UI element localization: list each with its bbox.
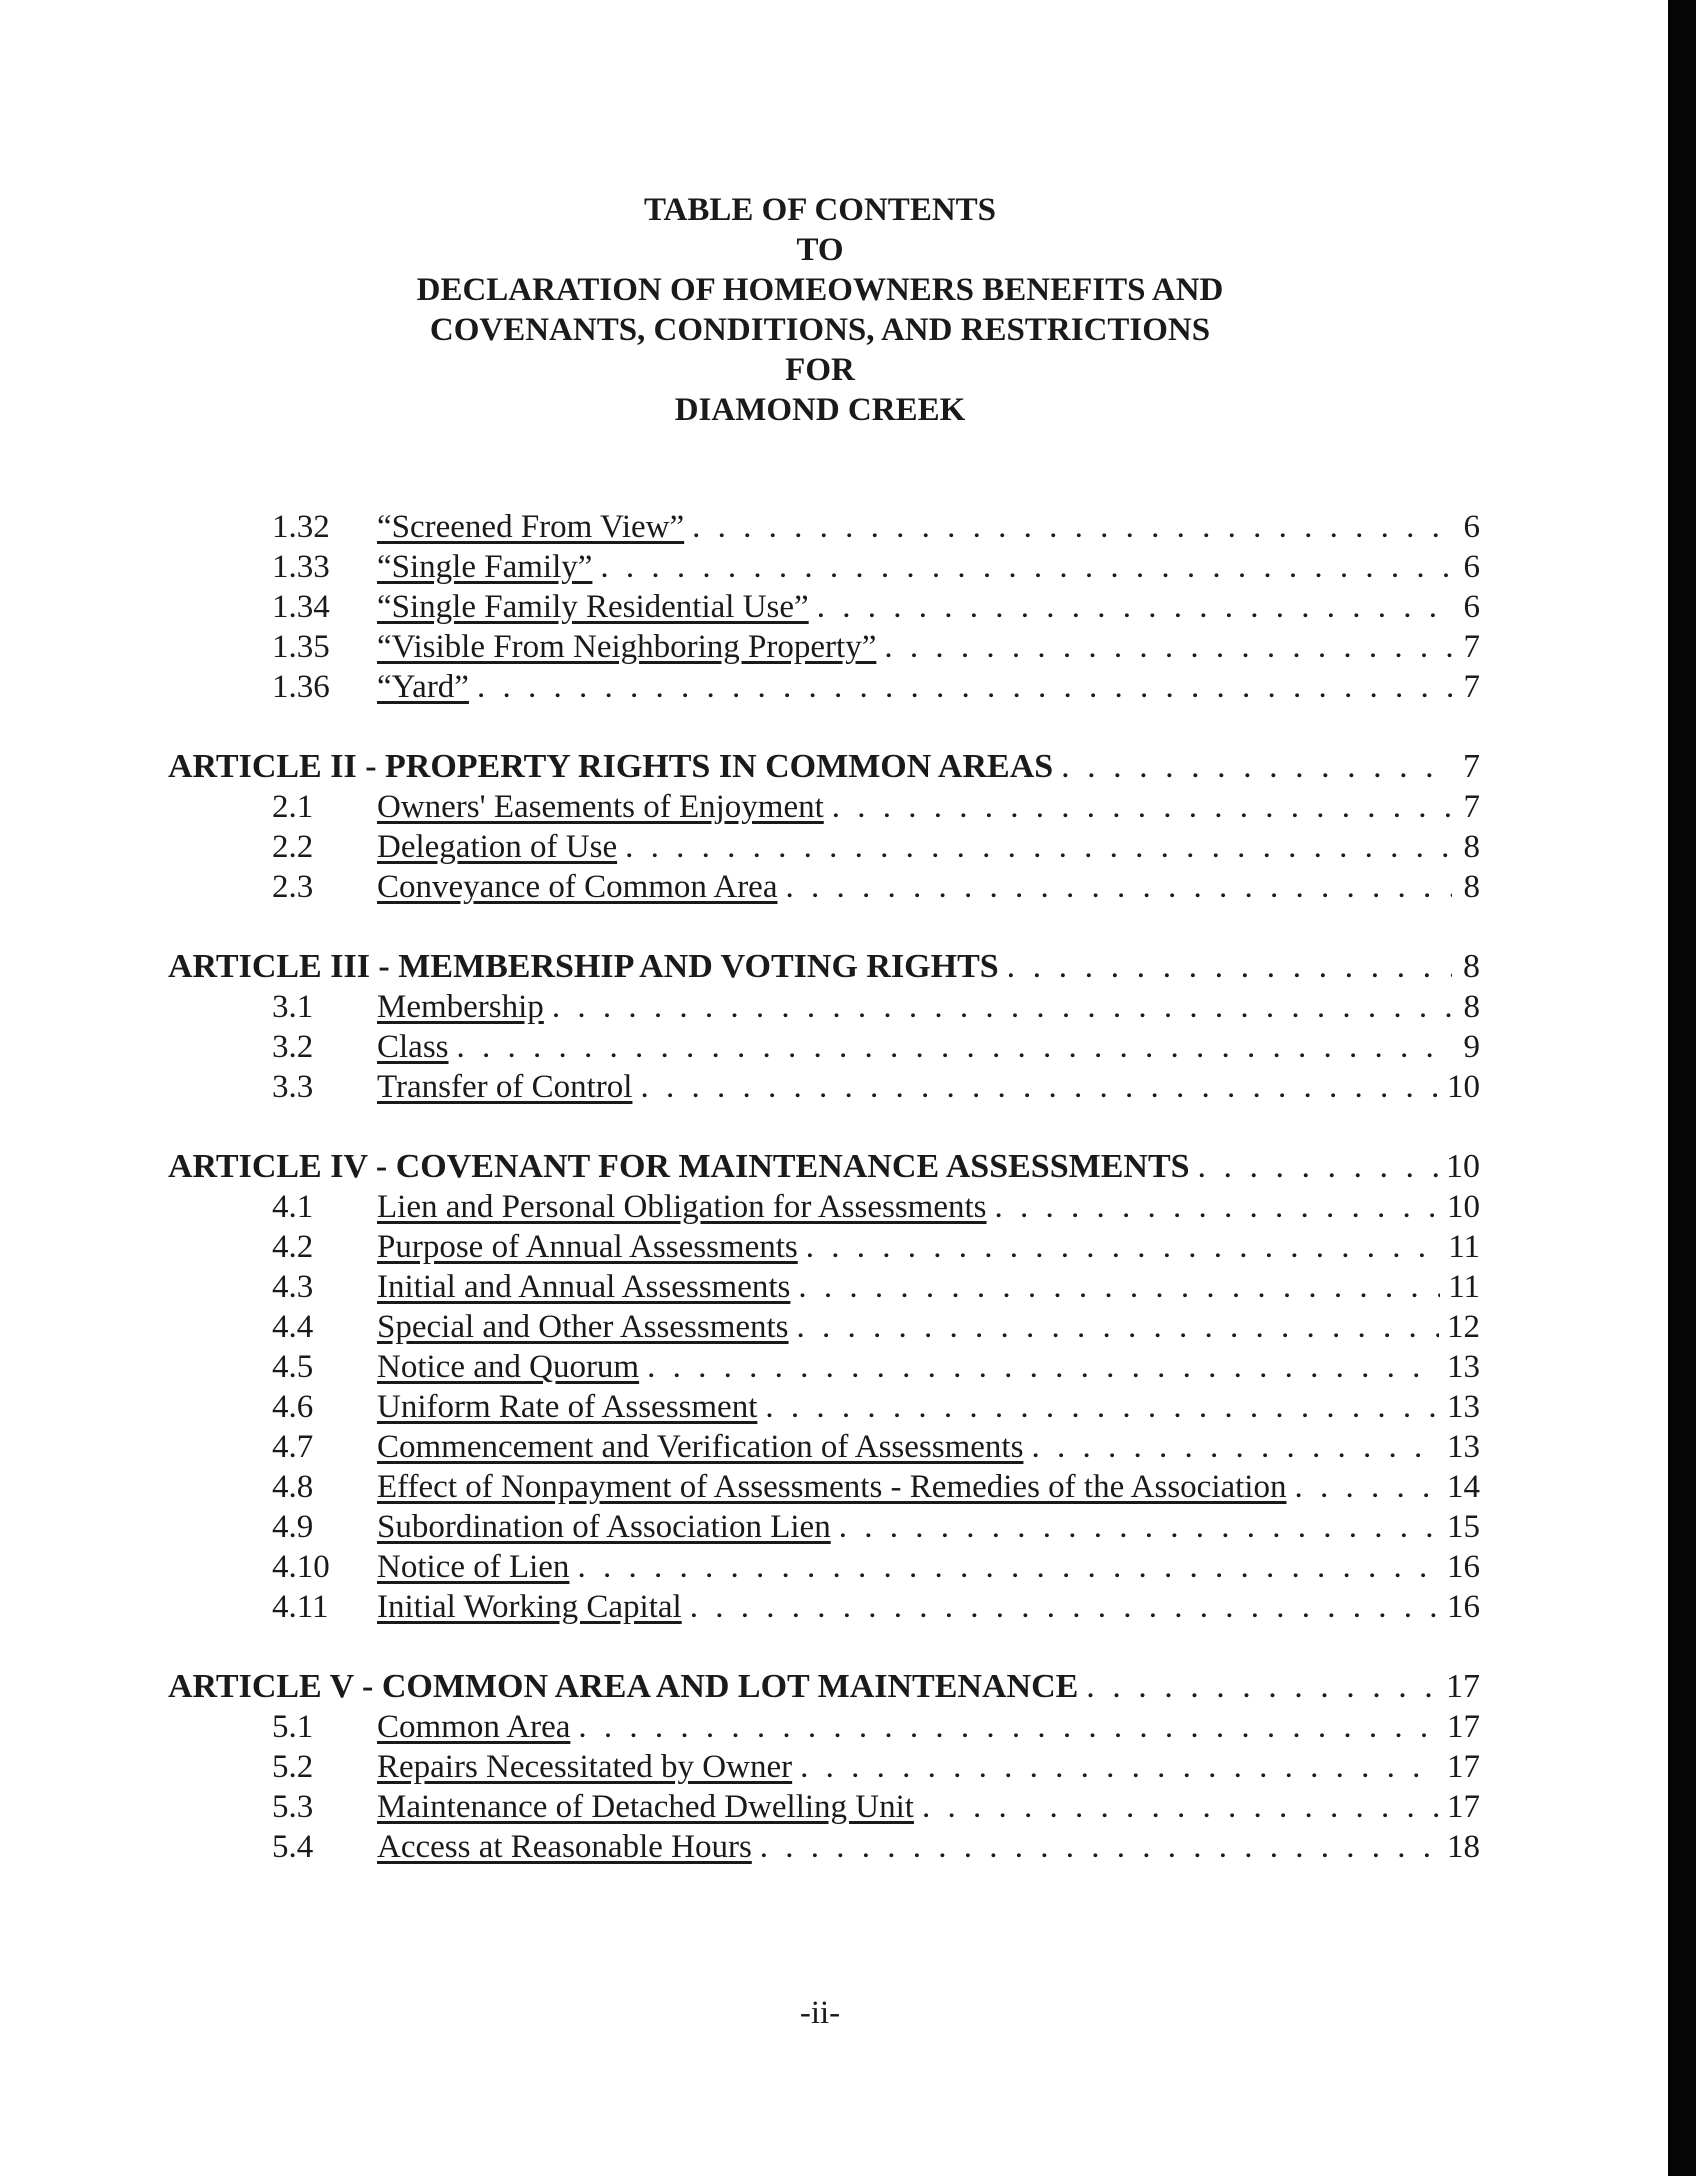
toc-entry[interactable] xyxy=(168,1507,1480,1547)
toc-entry[interactable] xyxy=(168,1387,1480,1427)
toc-section-number: 4.4 xyxy=(272,1309,314,1345)
dot-leader xyxy=(552,987,1452,1027)
toc-section-number: 4.11 xyxy=(272,1589,329,1625)
toc-section-number: 1.34 xyxy=(272,589,330,625)
toc-section-title[interactable]: “Single Family” xyxy=(377,549,593,585)
toc-page-number: 13 xyxy=(1447,1389,1480,1425)
dot-leader xyxy=(839,1507,1439,1547)
toc-section-number: 2.3 xyxy=(272,869,314,905)
toc-page-number: 17 xyxy=(1447,1789,1480,1825)
toc-section-title[interactable]: Purpose of Annual Assessments xyxy=(377,1229,798,1265)
toc-section-title[interactable]: Lien and Personal Obligation for Assessments xyxy=(377,1189,987,1225)
toc-page-number: 8 xyxy=(1463,948,1480,985)
toc-entry[interactable] xyxy=(168,1187,1480,1227)
toc-section-title[interactable]: Owners' Easements of Enjoyment xyxy=(377,789,824,825)
title-line: DECLARATION OF HOMEOWNERS BENEFITS AND xyxy=(416,272,1224,308)
toc-section-number: 1.33 xyxy=(272,549,330,585)
toc-page-number: 11 xyxy=(1448,1269,1480,1305)
dot-leader xyxy=(690,1587,1439,1627)
toc-page-number: 6 xyxy=(1463,509,1480,545)
toc-page-number: 6 xyxy=(1463,589,1480,625)
toc-section-number: 1.35 xyxy=(272,629,330,665)
toc-page-number: 8 xyxy=(1463,989,1480,1025)
toc-section-number: 4.5 xyxy=(272,1349,314,1385)
toc-page-number: 14 xyxy=(1447,1469,1480,1505)
toc-section-number: 4.8 xyxy=(272,1469,314,1505)
dot-leader xyxy=(625,827,1452,867)
toc-section-number: 4.6 xyxy=(272,1389,314,1425)
toc-page-number: 17 xyxy=(1446,1668,1480,1705)
toc-section-number: 2.1 xyxy=(272,789,314,825)
toc-section-number: 5.1 xyxy=(272,1709,314,1745)
toc-section-number: 3.1 xyxy=(272,989,314,1025)
toc-page-number: 17 xyxy=(1447,1749,1480,1785)
toc-page-number: 6 xyxy=(1463,549,1480,585)
dot-leader xyxy=(1198,1147,1438,1187)
title-line: TABLE OF CONTENTS xyxy=(643,192,997,228)
toc-entry[interactable] xyxy=(168,827,1480,867)
toc-section-title[interactable]: Effect of Nonpayment of Assessments - Remedies of the Association xyxy=(377,1469,1287,1505)
dot-leader xyxy=(647,1347,1439,1387)
toc-section-number: 4.9 xyxy=(272,1509,314,1545)
dot-leader xyxy=(832,787,1452,827)
page-number: -ii- xyxy=(799,1995,841,2031)
toc-section-number: 4.7 xyxy=(272,1429,314,1465)
dot-leader xyxy=(806,1227,1440,1267)
toc-entry[interactable] xyxy=(168,627,1480,667)
toc-article-heading[interactable] xyxy=(168,747,1480,787)
toc-article-title: ARTICLE II - PROPERTY RIGHTS IN COMMON AREAS xyxy=(168,748,1054,785)
toc-section-title[interactable]: Initial Working Capital xyxy=(377,1589,682,1625)
toc-page-number: 10 xyxy=(1447,1189,1480,1225)
toc-section-number: 2.2 xyxy=(272,829,314,865)
toc-section-number: 1.36 xyxy=(272,669,330,705)
toc-entry[interactable] xyxy=(168,1027,1480,1067)
toc-section-title[interactable]: Common Area xyxy=(377,1709,571,1745)
toc-article-heading[interactable] xyxy=(168,1667,1480,1707)
toc-section-title[interactable]: Special and Other Assessments xyxy=(377,1309,789,1345)
toc-page-number: 16 xyxy=(1447,1549,1480,1585)
toc-page-number: 16 xyxy=(1447,1589,1480,1625)
toc-entry[interactable] xyxy=(168,1747,1480,1787)
toc-section-title[interactable]: “Single Family Residential Use” xyxy=(377,589,809,625)
toc-section-number: 5.2 xyxy=(272,1749,314,1785)
toc-section-title[interactable]: Subordination of Association Lien xyxy=(377,1509,831,1545)
toc-entry[interactable] xyxy=(168,667,1480,707)
dot-leader xyxy=(640,1067,1439,1107)
toc-section-title[interactable]: Initial and Annual Assessments xyxy=(377,1269,791,1305)
toc-section-number: 1.32 xyxy=(272,509,330,545)
toc-section-title[interactable]: Delegation of Use xyxy=(377,829,618,865)
toc-section-title[interactable]: Notice of Lien xyxy=(377,1549,570,1585)
toc-page-number: 13 xyxy=(1447,1429,1480,1465)
dot-leader xyxy=(1031,1427,1439,1467)
title-line: COVENANTS, CONDITIONS, AND RESTRICTIONS xyxy=(429,312,1211,348)
dot-leader xyxy=(800,1747,1439,1787)
toc-entry[interactable] xyxy=(168,1067,1480,1107)
toc-page-number: 7 xyxy=(1463,669,1480,705)
toc-section-title[interactable]: Transfer of Control xyxy=(377,1069,633,1105)
toc-article-heading[interactable] xyxy=(168,1147,1480,1187)
document-title xyxy=(0,190,1640,430)
toc-section-number: 4.3 xyxy=(272,1269,314,1305)
toc-entry[interactable] xyxy=(168,867,1480,907)
toc-section-number: 5.3 xyxy=(272,1789,314,1825)
toc-entry[interactable] xyxy=(168,1587,1480,1627)
toc-entry[interactable] xyxy=(168,1467,1480,1507)
toc-section-number: 4.1 xyxy=(272,1189,314,1225)
dot-leader xyxy=(785,867,1452,907)
dot-leader xyxy=(457,1027,1452,1067)
toc-section-title[interactable]: Access at Reasonable Hours xyxy=(377,1829,752,1865)
toc-section-number: 3.3 xyxy=(272,1069,314,1105)
dot-leader xyxy=(922,1787,1439,1827)
toc-article-title: ARTICLE IV - COVENANT FOR MAINTENANCE ASSESSMENTS xyxy=(168,1148,1190,1185)
toc-page-number: 8 xyxy=(1463,829,1480,865)
toc-entry[interactable] xyxy=(168,1547,1480,1587)
dot-leader xyxy=(1086,1667,1438,1707)
toc-entry[interactable] xyxy=(168,1827,1480,1867)
toc-page-number: 9 xyxy=(1463,1029,1480,1065)
dot-leader xyxy=(884,627,1452,667)
scan-edge-bar xyxy=(1668,0,1696,2176)
toc-entry[interactable] xyxy=(168,987,1480,1027)
toc-page-number: 13 xyxy=(1447,1349,1480,1385)
toc-article-title: ARTICLE V - COMMON AREA AND LOT MAINTENANCE xyxy=(168,1668,1079,1705)
toc-section-title[interactable]: Commencement and Verification of Assessments xyxy=(377,1429,1024,1465)
toc-page-number: 12 xyxy=(1447,1309,1480,1345)
toc-page-number: 10 xyxy=(1447,1069,1480,1105)
toc-entry[interactable] xyxy=(168,1227,1480,1267)
toc-entry[interactable] xyxy=(168,1307,1480,1347)
dot-leader xyxy=(797,1307,1439,1347)
toc-page-number: 7 xyxy=(1463,748,1480,785)
dot-leader xyxy=(692,507,1452,547)
dot-leader xyxy=(477,667,1452,707)
toc-section-title[interactable]: “Visible From Neighboring Property” xyxy=(377,629,877,665)
toc-section-title[interactable]: Class xyxy=(377,1029,449,1065)
toc-entry[interactable] xyxy=(168,1267,1480,1307)
dot-leader xyxy=(760,1827,1439,1867)
toc-entry[interactable] xyxy=(168,1787,1480,1827)
toc-entry[interactable] xyxy=(168,587,1480,627)
toc-section-title[interactable]: Maintenance of Detached Dwelling Unit xyxy=(377,1789,914,1825)
toc-section-title[interactable]: “Screened From View” xyxy=(377,509,685,545)
dot-leader xyxy=(577,1547,1439,1587)
toc-page-number: 8 xyxy=(1463,869,1480,905)
dot-leader xyxy=(1007,947,1452,987)
toc-page-number: 18 xyxy=(1447,1829,1480,1865)
toc-article-heading[interactable] xyxy=(168,947,1480,987)
toc-section-title[interactable]: Conveyance of Common Area xyxy=(377,869,778,905)
dot-leader xyxy=(765,1387,1439,1427)
table-of-contents xyxy=(168,507,1480,1867)
toc-page-number: 11 xyxy=(1448,1229,1480,1265)
toc-section-number: 3.2 xyxy=(272,1029,314,1065)
title-line: DIAMOND CREEK xyxy=(674,392,966,428)
dot-leader xyxy=(995,1187,1439,1227)
toc-section-title[interactable]: Uniform Rate of Assessment xyxy=(377,1389,758,1425)
toc-section-title[interactable]: Repairs Necessitated by Owner xyxy=(377,1749,793,1785)
toc-page-number: 17 xyxy=(1447,1709,1480,1745)
toc-section-number: 4.2 xyxy=(272,1229,314,1265)
toc-section-title[interactable]: Notice and Quorum xyxy=(377,1349,640,1385)
toc-section-number: 5.4 xyxy=(272,1829,314,1865)
toc-page-number: 10 xyxy=(1446,1148,1480,1185)
toc-entry[interactable] xyxy=(168,507,1480,547)
toc-entry[interactable] xyxy=(168,787,1480,827)
toc-entry[interactable] xyxy=(168,1427,1480,1467)
toc-page-number: 15 xyxy=(1447,1509,1480,1545)
dot-leader xyxy=(1061,747,1452,787)
toc-section-title[interactable]: “Yard” xyxy=(377,669,469,705)
title-line: FOR xyxy=(785,352,855,388)
dot-leader xyxy=(798,1267,1440,1307)
toc-section-number: 4.10 xyxy=(272,1549,330,1585)
dot-leader xyxy=(600,547,1452,587)
toc-article-title: ARTICLE III - MEMBERSHIP AND VOTING RIGHTS xyxy=(168,948,999,985)
toc-page-number: 7 xyxy=(1463,789,1480,825)
title-line: TO xyxy=(796,232,844,268)
toc-section-title[interactable]: Membership xyxy=(377,989,544,1025)
toc-entry[interactable] xyxy=(168,1347,1480,1387)
dot-leader xyxy=(1294,1467,1439,1507)
toc-entry[interactable] xyxy=(168,547,1480,587)
toc-entry[interactable] xyxy=(168,1707,1480,1747)
toc-page-number: 7 xyxy=(1463,629,1480,665)
dot-leader xyxy=(817,587,1452,627)
dot-leader xyxy=(578,1707,1439,1747)
